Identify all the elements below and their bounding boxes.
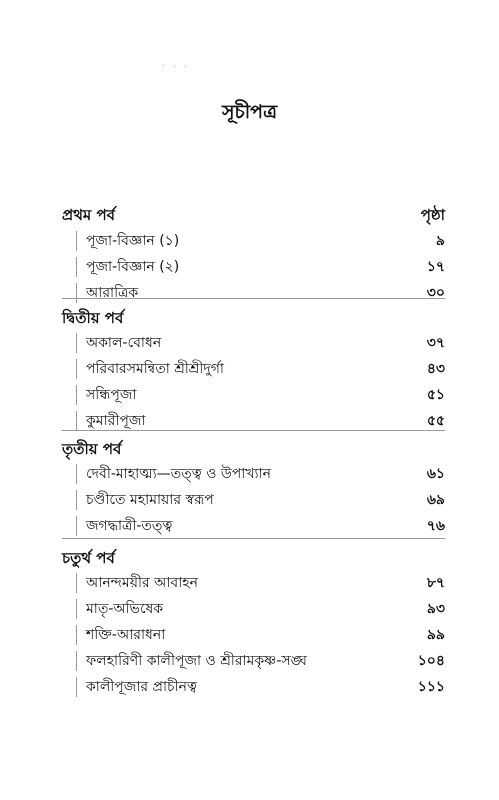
divider	[62, 430, 445, 431]
entry-title: মাতৃ-অভিষেক	[86, 601, 164, 617]
entry-title: আনন্দময়ীর আবাহন	[86, 575, 198, 591]
entry-page: ১০৪	[417, 653, 445, 669]
part-title: তৃতীয় পর্ব	[62, 440, 122, 458]
toc-entry	[62, 254, 445, 280]
page-title: সূচীপত্র	[221, 101, 278, 123]
part-2	[62, 306, 445, 434]
entry-page: ৬১	[426, 466, 445, 482]
entry-page: ৯৩	[426, 601, 445, 617]
entry-page: ৪৩	[426, 361, 445, 377]
part-1-entries	[62, 228, 445, 306]
toc-entry	[62, 330, 445, 356]
entry-page: ৩৭	[426, 335, 445, 351]
entry-title: পরিবারসমন্বিতা শ্রীশ্রীদুর্গা	[86, 361, 224, 377]
toc-entry	[62, 622, 445, 648]
entry-page: ৮৭	[426, 575, 445, 591]
toc-entry	[62, 674, 445, 700]
entry-page: ৫১	[426, 387, 445, 403]
entry-title: পূজা-বিজ্ঞান (২)	[86, 259, 180, 275]
part-4	[62, 546, 445, 700]
part-1-header	[62, 204, 445, 228]
divider	[62, 538, 445, 539]
divider	[62, 298, 445, 299]
toc-entry	[62, 487, 445, 513]
entry-title: পূজা-বিজ্ঞান (১)	[86, 233, 180, 249]
part-title: চতুর্থ পর্ব	[62, 549, 115, 567]
entry-page: ৭৬	[426, 518, 445, 534]
toc-entry	[62, 228, 445, 254]
part-3	[62, 437, 445, 539]
entry-title: অকাল-বোধন	[86, 335, 162, 351]
toc-entry	[62, 356, 445, 382]
toc-entry	[62, 648, 445, 674]
page-column-label: পৃষ্ঠা	[420, 206, 445, 224]
entry-page: ৯৯	[426, 627, 445, 643]
part-title: প্রথম পর্ব	[62, 206, 115, 224]
toc-entry	[62, 280, 445, 306]
entry-title: কুমারীপূজা	[86, 413, 146, 429]
entry-title: ফলহারিণী কালীপূজা ও শ্রীরামকৃষ্ণ-সঙ্ঘ	[86, 653, 307, 669]
scan-specks: · · ·	[162, 62, 190, 71]
entry-title: জগদ্ধাত্রী-তত্ত্ব	[86, 518, 173, 534]
entry-page: ৩০	[426, 285, 445, 301]
toc-entry	[62, 570, 445, 596]
entry-page: ১৭	[426, 259, 445, 275]
toc-entry	[62, 382, 445, 408]
entry-page: ৬৯	[426, 492, 445, 508]
entry-title: সন্ধিপূজা	[86, 387, 137, 403]
entry-page: ১১১	[417, 679, 445, 695]
entry-title: কালীপূজার প্রাচীনত্ব	[86, 679, 197, 695]
toc-entry	[62, 596, 445, 622]
toc-entry	[62, 461, 445, 487]
entry-title: শক্তি-আরাধনা	[86, 627, 166, 643]
entry-title: দেবী-মাহাত্ম্য—তত্ত্ব ও উপাখ্যান	[86, 466, 271, 482]
entry-page: ৯	[435, 233, 445, 249]
toc-entry	[62, 513, 445, 539]
entry-page: ৫৫	[426, 413, 445, 429]
entry-title: আরাত্রিক	[86, 285, 139, 301]
part-title: দ্বিতীয় পর্ব	[62, 309, 124, 327]
entry-title: চণ্ডীতে মহামায়ার স্বরূপ	[86, 492, 214, 508]
